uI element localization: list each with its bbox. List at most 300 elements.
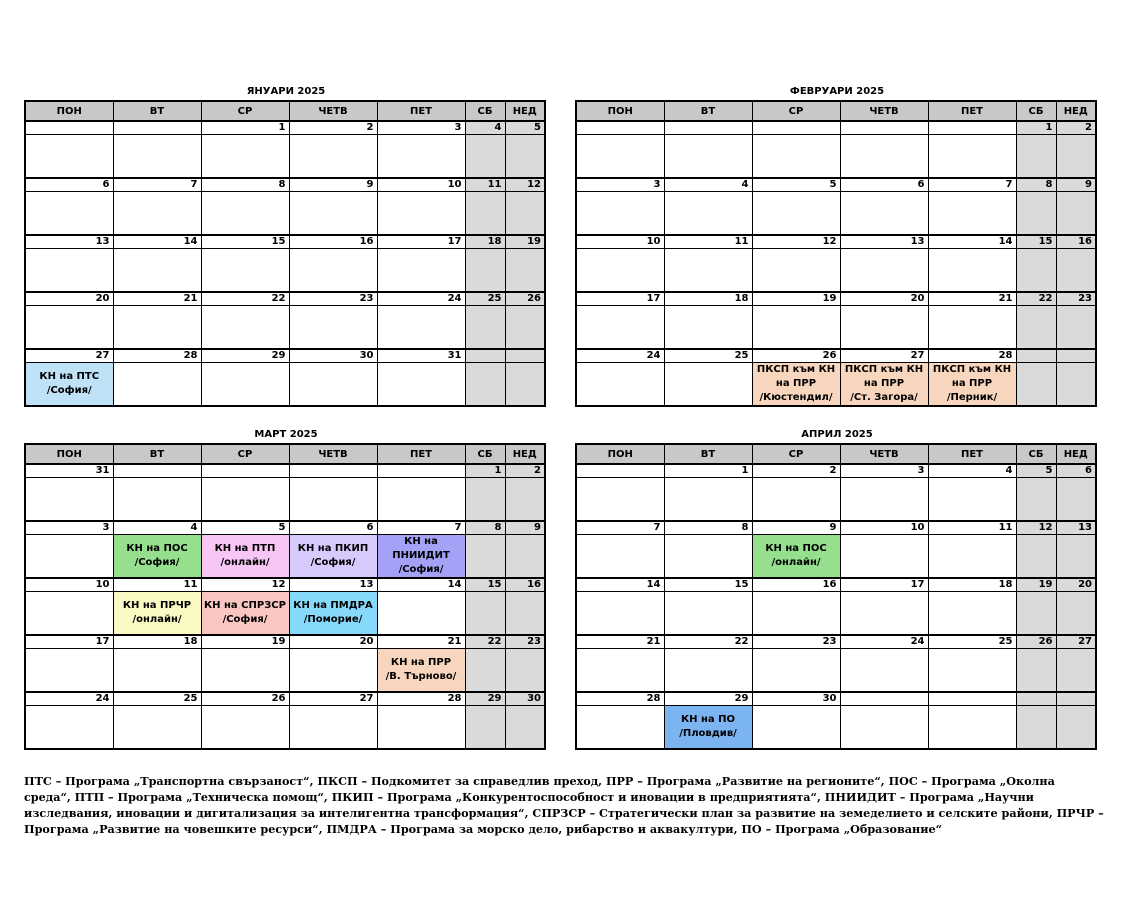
day-number: 22 <box>465 635 505 649</box>
day-cell <box>840 592 928 636</box>
day-cell <box>201 135 289 179</box>
day-number: 11 <box>664 235 752 249</box>
day-cell <box>1056 249 1096 293</box>
day-number: 22 <box>201 292 289 306</box>
day-number <box>576 464 664 478</box>
weekday-header: НЕД <box>1056 444 1096 464</box>
day-number: 31 <box>25 464 113 478</box>
day-number: 31 <box>377 349 465 363</box>
day-number: 16 <box>289 235 377 249</box>
week-event-row <box>576 306 1096 350</box>
day-cell <box>505 706 545 750</box>
month-title: ФЕВРУАРИ 2025 <box>789 86 885 97</box>
day-number: 9 <box>752 521 840 535</box>
day-cell <box>289 363 377 407</box>
day-number: 14 <box>928 235 1016 249</box>
day-number: 11 <box>465 178 505 192</box>
weekday-header: СР <box>201 101 289 121</box>
day-number: 23 <box>289 292 377 306</box>
day-number: 22 <box>664 635 752 649</box>
event-text-line: КН на СПРЗСР <box>204 600 286 611</box>
weekday-header: СР <box>752 101 840 121</box>
week-date-row <box>25 235 545 249</box>
day-number <box>289 464 377 478</box>
week-event-row <box>25 306 545 350</box>
weekday-header: СБ <box>1016 444 1056 464</box>
day-number: 19 <box>1016 578 1056 592</box>
day-cell <box>840 135 928 179</box>
day-number: 19 <box>505 235 545 249</box>
event-text-line: КН на ПРР <box>390 657 452 668</box>
event-text-line: /София/ <box>46 385 92 396</box>
weekday-header: ВТ <box>113 444 201 464</box>
event-text-line: КН на ПМДРА <box>293 600 373 611</box>
weekday-header: ПОН <box>576 101 664 121</box>
weekday-header: НЕД <box>505 444 545 464</box>
day-cell <box>840 249 928 293</box>
day-number <box>201 464 289 478</box>
day-number: 2 <box>1056 121 1096 135</box>
weekday-header: ПЕТ <box>928 444 1016 464</box>
day-number: 8 <box>1016 178 1056 192</box>
event-text-line: /онлайн/ <box>220 557 270 568</box>
event-cell <box>113 535 201 579</box>
day-cell <box>576 363 664 407</box>
day-cell <box>576 535 664 579</box>
day-number: 18 <box>113 635 201 649</box>
day-cell <box>113 478 201 522</box>
day-cell <box>752 192 840 236</box>
week-date-row <box>576 578 1096 592</box>
day-cell <box>289 135 377 179</box>
day-cell <box>25 249 113 293</box>
weekday-header: СБ <box>465 444 505 464</box>
day-cell <box>928 192 1016 236</box>
day-cell <box>505 592 545 636</box>
day-cell <box>1056 306 1096 350</box>
day-cell <box>664 192 752 236</box>
day-number: 7 <box>928 178 1016 192</box>
day-number <box>928 121 1016 135</box>
day-number: 24 <box>840 635 928 649</box>
day-cell <box>113 135 201 179</box>
day-cell <box>664 135 752 179</box>
day-number: 7 <box>576 521 664 535</box>
day-cell <box>505 363 545 407</box>
week-event-row <box>25 363 545 407</box>
weekday-header: СБ <box>1016 101 1056 121</box>
day-number: 10 <box>840 521 928 535</box>
event-cell <box>289 592 377 636</box>
day-cell <box>664 535 752 579</box>
day-number <box>576 121 664 135</box>
day-number: 27 <box>289 692 377 706</box>
day-number: 5 <box>505 121 545 135</box>
event-text-line: КН на ПТС <box>39 371 100 382</box>
day-number: 23 <box>1056 292 1096 306</box>
day-cell <box>1016 592 1056 636</box>
weekday-header: ЧЕТВ <box>840 444 928 464</box>
day-number: 10 <box>576 235 664 249</box>
weekday-header: СБ <box>465 101 505 121</box>
week-event-row <box>576 649 1096 693</box>
day-number: 9 <box>289 178 377 192</box>
event-text-line: /В. Търново/ <box>385 671 457 682</box>
day-cell <box>377 192 465 236</box>
week-event-row <box>576 592 1096 636</box>
day-cell <box>377 706 465 750</box>
event-text-line: /Поморие/ <box>303 614 363 625</box>
day-cell <box>752 478 840 522</box>
event-text-line: /София/ <box>398 564 444 575</box>
day-cell <box>576 706 664 750</box>
day-cell <box>289 478 377 522</box>
event-text-line: /Пловдив/ <box>679 728 737 739</box>
day-number: 21 <box>576 635 664 649</box>
day-number <box>664 121 752 135</box>
day-number: 2 <box>505 464 545 478</box>
day-number: 23 <box>752 635 840 649</box>
day-number: 12 <box>201 578 289 592</box>
day-cell <box>1016 363 1056 407</box>
day-number: 14 <box>576 578 664 592</box>
day-cell <box>377 478 465 522</box>
event-text-line: ПКСП към КН <box>844 364 924 375</box>
day-number: 6 <box>25 178 113 192</box>
day-number: 6 <box>289 521 377 535</box>
day-number <box>1016 692 1056 706</box>
day-cell <box>1056 706 1096 750</box>
month-title: МАРТ 2025 <box>254 429 318 440</box>
weekday-header: ВТ <box>113 101 201 121</box>
day-cell <box>201 649 289 693</box>
week-event-row <box>25 192 545 236</box>
day-number: 13 <box>25 235 113 249</box>
day-number: 20 <box>1056 578 1096 592</box>
event-text-line: КН на ПРЧР <box>122 600 192 611</box>
calendar-grid <box>24 100 546 407</box>
day-cell <box>664 363 752 407</box>
day-number: 3 <box>25 521 113 535</box>
day-cell <box>113 192 201 236</box>
day-number: 3 <box>576 178 664 192</box>
day-number <box>377 464 465 478</box>
day-number: 16 <box>505 578 545 592</box>
day-cell <box>201 478 289 522</box>
day-number: 19 <box>201 635 289 649</box>
week-date-row <box>576 635 1096 649</box>
day-number: 26 <box>752 349 840 363</box>
week-date-row <box>25 178 545 192</box>
week-event-row <box>25 135 545 179</box>
day-cell <box>465 306 505 350</box>
day-number: 27 <box>1056 635 1096 649</box>
day-cell <box>289 706 377 750</box>
month-title: ЯНУАРИ 2025 <box>246 86 326 97</box>
day-number: 22 <box>1016 292 1056 306</box>
weekday-header: ЧЕТВ <box>289 444 377 464</box>
day-number: 2 <box>289 121 377 135</box>
day-number: 21 <box>377 635 465 649</box>
day-cell <box>840 306 928 350</box>
event-text-line: на ПРР <box>775 378 817 389</box>
day-cell <box>377 363 465 407</box>
day-number: 5 <box>1016 464 1056 478</box>
weekday-header: ПОН <box>25 444 113 464</box>
day-number: 16 <box>752 578 840 592</box>
week-event-row <box>25 535 545 579</box>
day-number: 26 <box>1016 635 1056 649</box>
day-number: 13 <box>1056 521 1096 535</box>
weekday-header: ПЕТ <box>928 101 1016 121</box>
event-cell <box>664 706 752 750</box>
day-number: 20 <box>289 635 377 649</box>
day-number <box>840 121 928 135</box>
day-cell <box>113 363 201 407</box>
day-number: 29 <box>664 692 752 706</box>
day-number: 13 <box>840 235 928 249</box>
event-text-line: /Кюстендил/ <box>759 392 833 403</box>
day-cell <box>505 306 545 350</box>
week-date-row <box>25 692 545 706</box>
event-text-line: КН на ПТП <box>214 543 276 554</box>
event-cell <box>201 592 289 636</box>
day-number: 8 <box>201 178 289 192</box>
day-cell <box>1056 363 1096 407</box>
day-number: 27 <box>840 349 928 363</box>
day-number: 28 <box>576 692 664 706</box>
day-number: 28 <box>113 349 201 363</box>
weekday-header: ВТ <box>664 444 752 464</box>
day-number: 17 <box>25 635 113 649</box>
day-cell <box>1016 192 1056 236</box>
day-number: 4 <box>465 121 505 135</box>
day-cell <box>25 478 113 522</box>
day-cell <box>928 706 1016 750</box>
day-number: 25 <box>113 692 201 706</box>
day-number: 15 <box>664 578 752 592</box>
day-cell <box>1056 192 1096 236</box>
day-number: 24 <box>25 692 113 706</box>
day-cell <box>1016 535 1056 579</box>
week-event-row <box>576 478 1096 522</box>
event-cell <box>752 535 840 579</box>
week-event-row <box>25 706 545 750</box>
day-cell <box>505 649 545 693</box>
day-number: 15 <box>201 235 289 249</box>
day-cell <box>840 649 928 693</box>
day-number: 13 <box>289 578 377 592</box>
day-cell <box>505 535 545 579</box>
day-cell <box>25 135 113 179</box>
weekday-header: НЕД <box>505 101 545 121</box>
day-number <box>465 349 505 363</box>
event-cell <box>201 535 289 579</box>
weekday-header: ПОН <box>25 101 113 121</box>
day-cell <box>505 192 545 236</box>
week-date-row <box>25 292 545 306</box>
day-number <box>840 692 928 706</box>
week-event-row <box>25 478 545 522</box>
day-cell <box>752 706 840 750</box>
day-number: 17 <box>377 235 465 249</box>
week-event-row <box>25 249 545 293</box>
day-cell <box>113 649 201 693</box>
day-number <box>1056 349 1096 363</box>
day-cell <box>1016 306 1056 350</box>
day-number: 30 <box>752 692 840 706</box>
day-cell <box>25 592 113 636</box>
month-title: АПРИЛ 2025 <box>801 429 873 440</box>
day-cell <box>113 249 201 293</box>
day-number: 19 <box>752 292 840 306</box>
week-date-row <box>576 692 1096 706</box>
day-number: 14 <box>113 235 201 249</box>
day-cell <box>25 649 113 693</box>
day-number: 27 <box>25 349 113 363</box>
day-cell <box>25 535 113 579</box>
day-number: 5 <box>752 178 840 192</box>
day-number: 15 <box>465 578 505 592</box>
day-cell <box>752 306 840 350</box>
day-number: 20 <box>25 292 113 306</box>
week-date-row <box>25 464 545 478</box>
week-event-row <box>576 249 1096 293</box>
week-date-row <box>576 235 1096 249</box>
day-number: 7 <box>113 178 201 192</box>
day-cell <box>25 306 113 350</box>
day-cell <box>1056 649 1096 693</box>
day-cell <box>201 306 289 350</box>
event-cell <box>928 363 1016 407</box>
day-cell <box>752 135 840 179</box>
day-number: 25 <box>928 635 1016 649</box>
day-cell <box>505 478 545 522</box>
week-date-row <box>576 121 1096 135</box>
day-number: 12 <box>505 178 545 192</box>
day-number: 6 <box>1056 464 1096 478</box>
week-date-row <box>25 578 545 592</box>
week-event-row <box>25 592 545 636</box>
event-cell <box>25 363 113 407</box>
day-number: 9 <box>1056 178 1096 192</box>
week-date-row <box>576 178 1096 192</box>
day-number: 9 <box>505 521 545 535</box>
day-number: 28 <box>928 349 1016 363</box>
event-text-line: /Перник/ <box>946 392 998 403</box>
event-text-line: КН на ПОС <box>126 543 188 554</box>
day-number: 24 <box>576 349 664 363</box>
event-text-line: /онлайн/ <box>132 614 182 625</box>
day-cell <box>840 478 928 522</box>
day-number: 3 <box>377 121 465 135</box>
day-number: 8 <box>465 521 505 535</box>
weekday-header: ВТ <box>664 101 752 121</box>
week-date-row <box>576 292 1096 306</box>
event-text-line: на ПРР <box>951 378 993 389</box>
day-cell <box>377 592 465 636</box>
day-cell <box>465 535 505 579</box>
event-text-line: /София/ <box>222 614 268 625</box>
day-cell <box>465 478 505 522</box>
day-cell <box>1016 135 1056 179</box>
day-number: 10 <box>25 578 113 592</box>
day-number: 11 <box>113 578 201 592</box>
day-cell <box>377 249 465 293</box>
day-cell <box>377 306 465 350</box>
day-number: 29 <box>201 349 289 363</box>
day-cell <box>289 192 377 236</box>
event-text-line: на ПРР <box>863 378 905 389</box>
day-number: 21 <box>113 292 201 306</box>
weekday-header: СР <box>752 444 840 464</box>
day-cell <box>465 249 505 293</box>
week-event-row <box>576 363 1096 407</box>
day-cell <box>576 192 664 236</box>
day-number: 21 <box>928 292 1016 306</box>
day-cell <box>752 249 840 293</box>
day-number: 28 <box>377 692 465 706</box>
day-cell <box>664 592 752 636</box>
day-cell <box>928 649 1016 693</box>
day-number <box>113 121 201 135</box>
day-cell <box>928 249 1016 293</box>
calendar-grid <box>575 443 1097 750</box>
day-number: 29 <box>465 692 505 706</box>
day-cell <box>1056 478 1096 522</box>
day-cell <box>25 706 113 750</box>
event-text-line: /София/ <box>134 557 180 568</box>
day-cell <box>1016 706 1056 750</box>
calendar-grid <box>575 100 1097 407</box>
day-cell <box>664 249 752 293</box>
event-text-line: КН на ПНИИДИТ <box>392 536 450 561</box>
day-cell <box>576 249 664 293</box>
day-number: 2 <box>752 464 840 478</box>
day-cell <box>664 478 752 522</box>
day-cell <box>201 363 289 407</box>
day-cell <box>752 649 840 693</box>
day-cell <box>505 249 545 293</box>
day-number: 18 <box>465 235 505 249</box>
day-cell <box>289 306 377 350</box>
day-number: 4 <box>928 464 1016 478</box>
event-cell <box>289 535 377 579</box>
week-date-row <box>576 521 1096 535</box>
day-number: 1 <box>201 121 289 135</box>
day-cell <box>840 535 928 579</box>
day-number: 15 <box>1016 235 1056 249</box>
day-number: 25 <box>465 292 505 306</box>
day-cell <box>465 649 505 693</box>
day-cell <box>1016 478 1056 522</box>
day-cell <box>928 306 1016 350</box>
event-cell <box>113 592 201 636</box>
day-number: 17 <box>840 578 928 592</box>
day-cell <box>25 192 113 236</box>
week-date-row <box>25 521 545 535</box>
event-text-line: КН на ПО <box>680 714 736 725</box>
day-cell <box>1056 535 1096 579</box>
day-cell <box>465 706 505 750</box>
day-cell <box>1056 592 1096 636</box>
day-cell <box>576 306 664 350</box>
week-date-row <box>25 635 545 649</box>
day-cell <box>465 363 505 407</box>
week-event-row <box>25 649 545 693</box>
week-event-row <box>576 192 1096 236</box>
day-cell <box>113 306 201 350</box>
